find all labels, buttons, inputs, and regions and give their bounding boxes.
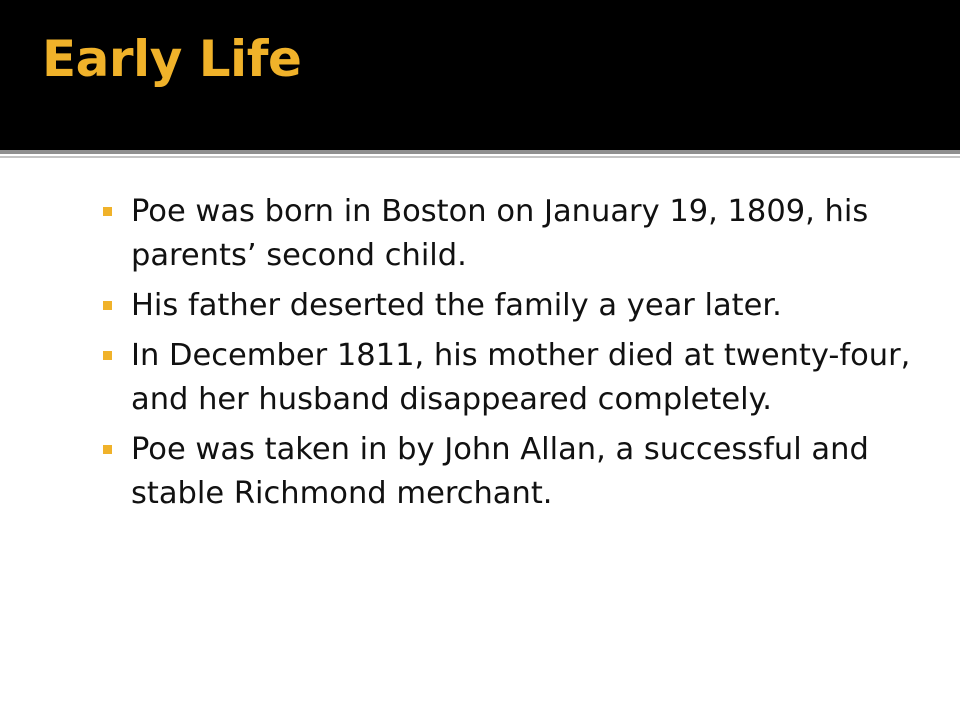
- square-bullet-icon: [103, 301, 112, 310]
- bullet-text: Poe was taken in by John Allan, a successful and stable Richmond merchant.: [131, 432, 869, 511]
- slide-title: Early Life: [42, 30, 302, 88]
- title-bar: [0, 0, 960, 150]
- bullet-item: [0, 284, 960, 328]
- title-divider-thin: [0, 156, 960, 158]
- square-bullet-icon: [103, 207, 112, 216]
- bullet-text: Poe was born in Boston on January 19, 1809, his parents’ second child.: [131, 194, 869, 273]
- bullet-text: His father deserted the family a year later.: [131, 288, 782, 323]
- title-divider-thick: [0, 150, 960, 154]
- bullet-item: [0, 334, 960, 422]
- bullet-item: [0, 190, 960, 278]
- bullet-text: In December 1811, his mother died at twenty-four, and her husband disappeared completely.: [131, 338, 911, 417]
- bullet-list: [0, 190, 960, 522]
- square-bullet-icon: [103, 351, 112, 360]
- square-bullet-icon: [103, 445, 112, 454]
- bullet-item: [0, 428, 960, 516]
